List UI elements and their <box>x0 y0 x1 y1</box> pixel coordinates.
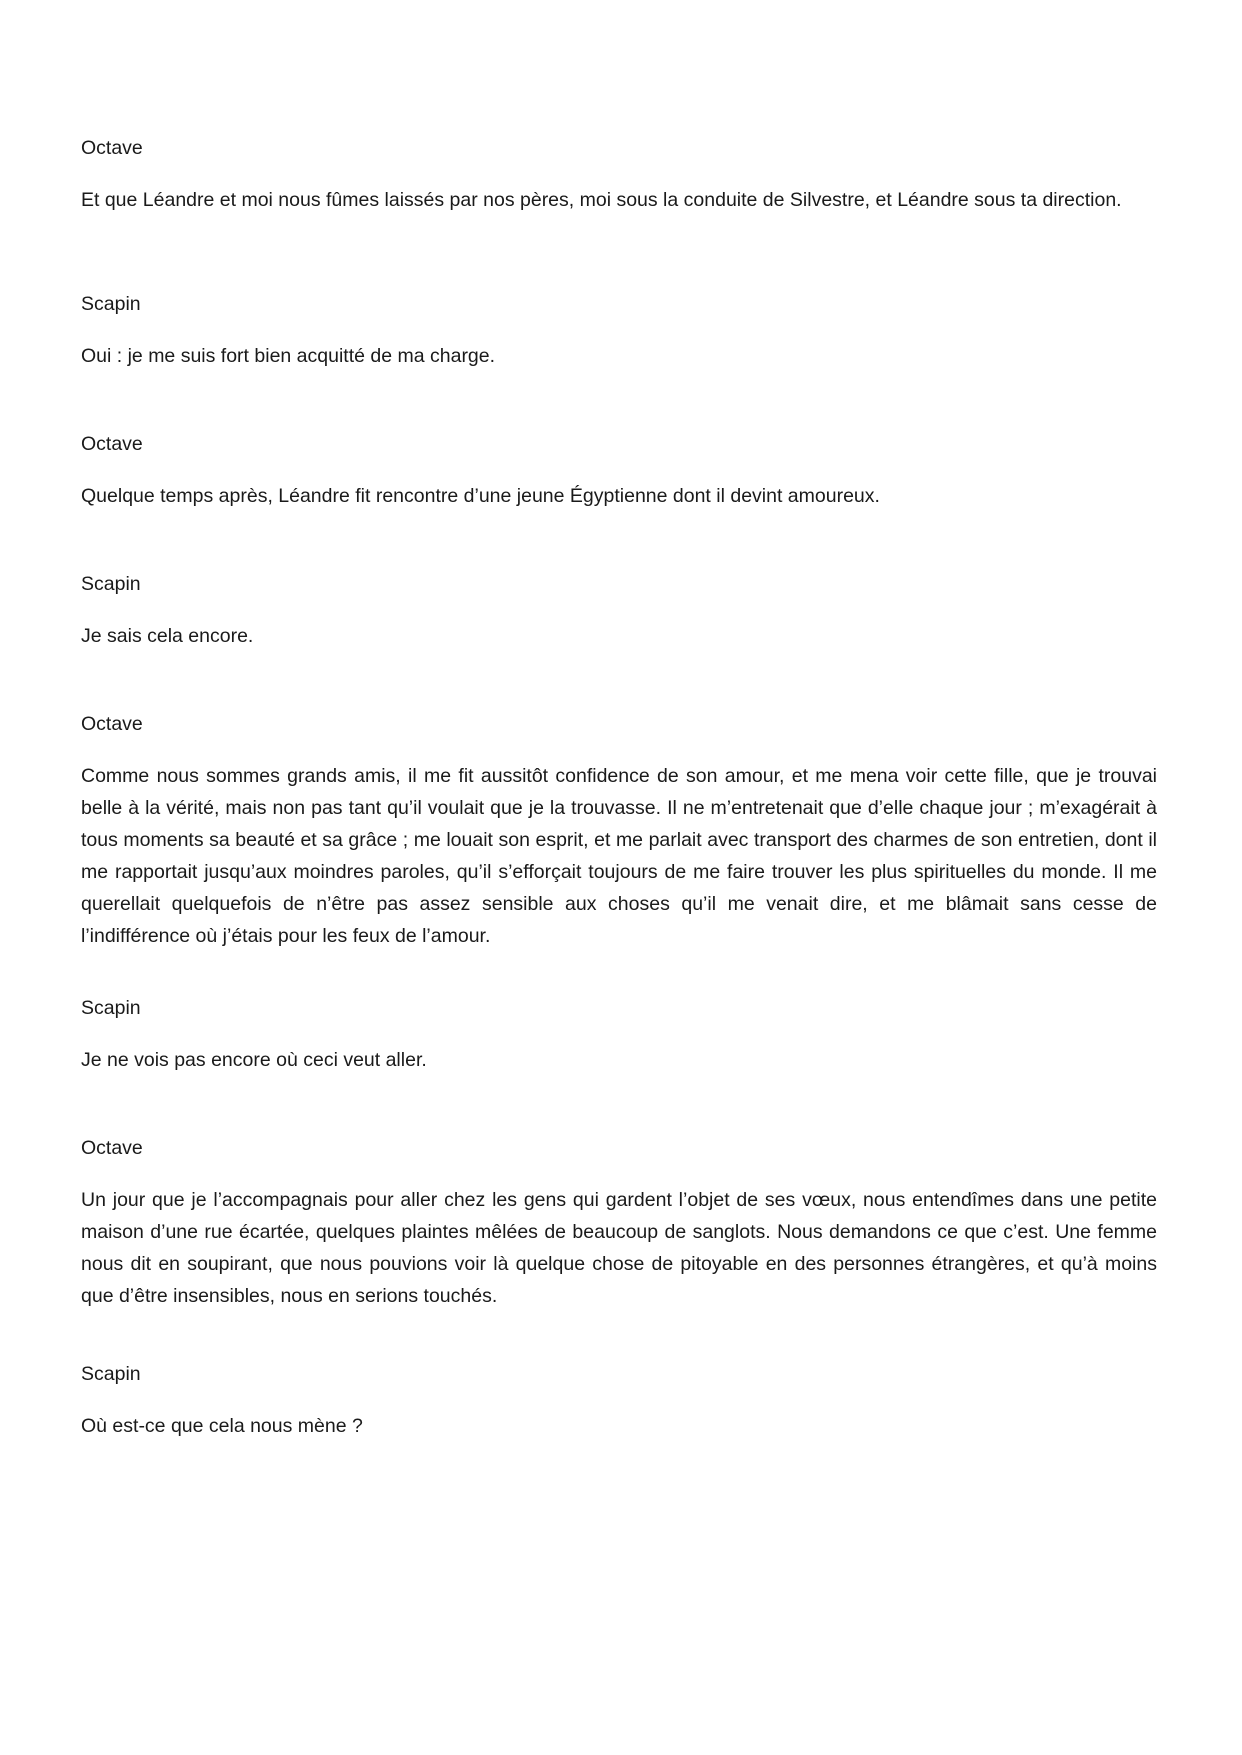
speaker-name: Octave <box>81 433 143 455</box>
speaker-name: Scapin <box>81 293 141 315</box>
dialogue-entry <box>81 708 1157 992</box>
dialogue-line: Un jour que je l’accompagnais pour aller chez les gens qui gardent l’objet de ses vœux, nous entendîmes dans une petite maison d’une rue écartée, quelques plaintes mêlées de beaucoup de sanglots. Nous demandons ce que c’est. Une femme nous dit en soupirant, que nous pouvions voir là quelque chose de pitoyable en des personnes étrangères, et qu’à moins que d’être insensibles, nous en serions touchés. <box>81 1189 1157 1307</box>
dialogue-entry <box>81 568 1157 708</box>
speaker-name: Octave <box>81 1137 143 1159</box>
speaker-name: Scapin <box>81 1363 141 1385</box>
dialogue-entry <box>81 288 1157 428</box>
dialogue-line: Et que Léandre et moi nous fûmes laissés par nos pères, moi sous la conduite de Silvestre, et Léandre sous ta direction. <box>81 189 1122 211</box>
dialogue-line: Quelque temps après, Léandre fit rencontre d’une jeune Égyptienne dont il devint amoureux. <box>81 485 880 507</box>
speaker-name: Octave <box>81 137 143 159</box>
document-page <box>81 132 1157 1448</box>
dialogue-entry <box>81 1358 1157 1448</box>
speaker-name: Octave <box>81 713 143 735</box>
dialogue-entry <box>81 992 1157 1132</box>
dialogue-line: Oui : je me suis fort bien acquitté de ma charge. <box>81 345 496 367</box>
dialogue-line: Je sais cela encore. <box>81 625 254 647</box>
dialogue-entry <box>81 428 1157 568</box>
dialogue-line: Où est-ce que cela nous mène ? <box>81 1415 363 1437</box>
speaker-name: Scapin <box>81 997 141 1019</box>
speaker-name: Scapin <box>81 573 141 595</box>
dialogue-line: Je ne vois pas encore où ceci veut aller. <box>81 1049 427 1071</box>
dialogue-entry <box>81 1132 1157 1358</box>
dialogue-line: Comme nous sommes grands amis, il me fit aussitôt confidence de son amour, et me mena voir cette fille, que je trouvai belle à la vérité, mais non pas tant qu’il voulait que je la trouvasse. Il ne m’entretenait que d’elle chaque jour ; m’exagérait à tous moments sa beauté et sa grâce ; me louait son esprit, et me parlait avec transport des charmes de son entretien, dont il me rapportait jusqu’aux moindres paroles, qu’il s’efforçait toujours de me faire trouver les plus spirituelles du monde. Il me querellait quelquefois de n’être pas assez sensible aux choses qu’il me venait dire, et me blâmait sans cesse de l’indifférence où j’étais pour les feux de l’amour. <box>81 765 1157 947</box>
dialogue-entry <box>81 132 1157 288</box>
